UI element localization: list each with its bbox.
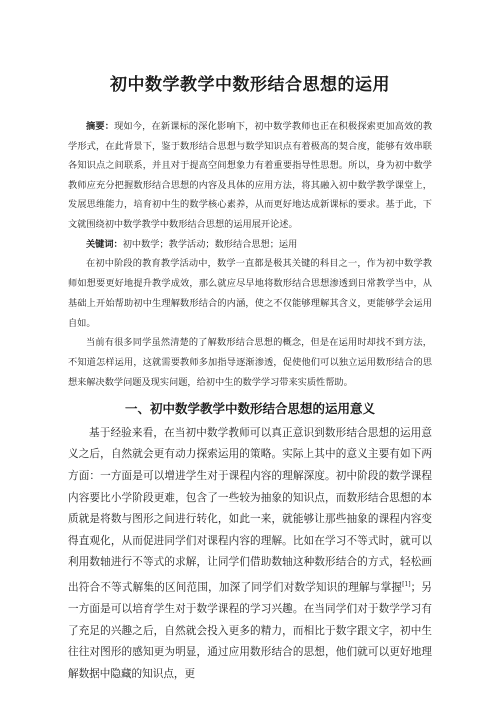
intro-paragraph-1: 在初中阶段的教育教学活动中，数学一直都是极其关键的科目之一，作为初中数学教师如想要更好地提升教学成效，那么就应尽早地将数形结合思想渗透到日常教学当中，从基础上开始帮助初中生理解数形结合的内涵，使之不仅能够理解其含义，更能够学会运用自如。: [68, 258, 432, 329]
document-title: 初中数学教学中数形结合思想的运用: [110, 75, 390, 95]
abstract-label: 摘要：: [86, 121, 115, 132]
section-paragraph-text-a: 基于经验来看，在当初中数学教师可以真正意识到数形结合思想的运用意义之后，自然就会更有动力探索运用的策略。实际上其中的意义主要有如下两方面：一方面是可以增进学生对于课程内容的理解深度。初中阶段的数学课程内容要比小学阶段更难，包含了一些较为抽象的知识点，而数形结合思想的本质就是将数与图形之间进行转化，如此一来，就能够让那些抽象的课程内容变得直观化，从而促进同学们对课程内容的理解。比如在学习不等式时，就可以利用数轴进行不等式的求解，让同学们借助数轴这种数形结合的方式，轻松画出符合不等式解集的区间范围，加深了同学们对数学知识的理解与掌握: [68, 426, 432, 594]
keywords: [68, 235, 432, 255]
citation-reference: [1]: [402, 580, 411, 588]
abstract: [68, 117, 432, 235]
intro-paragraph-2: 当前有很多同学虽然清楚的了解数形结合思想的概念，但是在运用时却找不到方法，不知道怎样运用，这就需要教师多加指导逐渐渗透，促使他们可以独立运用数形结合的思想来解决数学问题及现实问题，给初中生的数学学习带来实质性帮助。: [68, 337, 432, 388]
abstract-text: 现如今，在新课标的深化影响下，初中数学教师也正在积极探索更加高效的教学形式，在此背景下，鉴于数形结合思想与数学知识点有着极高的契合度，能够有效串联各知识点之间联系，并且对于提高空间想象力有着重要指导性思想。所以，身为初中数学教师应充分把握数形结合思想的内容及具体的应用方法，将其融入初中数学教学课堂上，发展思维能力，培育初中生的数学核心素养，从而更好地达成新课标的要求。基于此，下文就围绕初中数学教学中数形结合思想的运用展开论述。: [68, 121, 433, 230]
section-paragraph-text-b: ；另一方面是可以培育学生对于数学课程的学习兴趣。在当同学们对于数学学习有了充足的兴趣之后，自然就会投入更多的精力，而相比于数字跟文字，初中生往往对图形的感知更为明显，通过应用数形结合的思想，他们就可以更好地理解数据中隐藏的知识点，更: [68, 581, 433, 680]
keywords-label: 关键词：: [86, 238, 123, 250]
section-heading: 一、初中数学教学中数形结合思想的运用意义: [124, 400, 375, 416]
keywords-text: 初中数学；教学活动；数形结合思想；运用: [122, 238, 298, 250]
section-paragraph: [68, 423, 432, 686]
